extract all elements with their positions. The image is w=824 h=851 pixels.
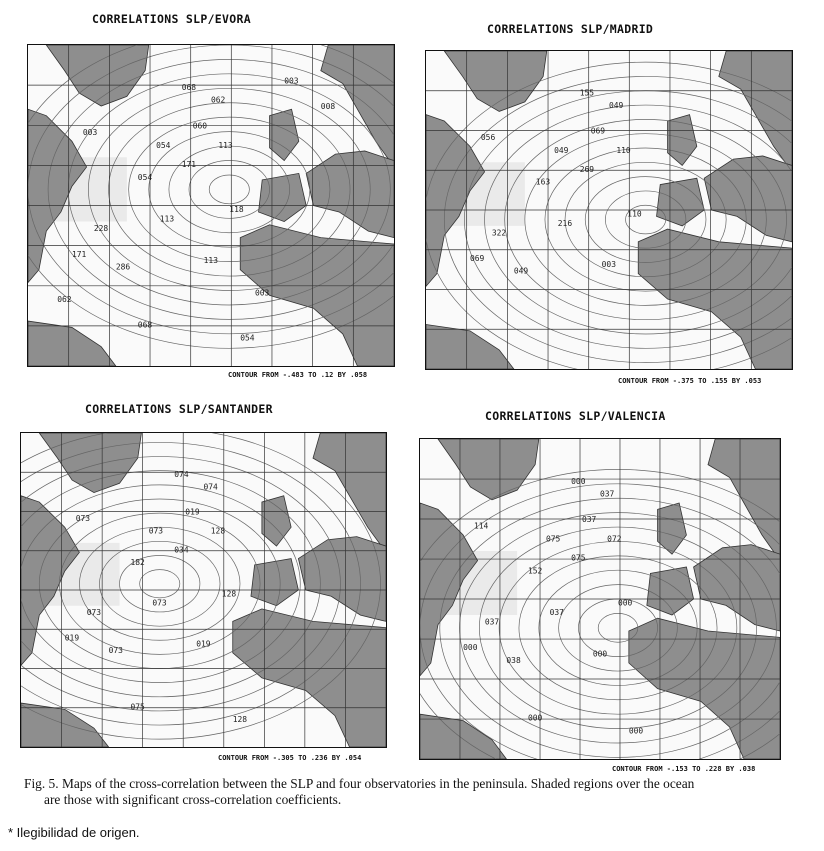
map-title-evora: CORRELATIONS SLP/EVORA bbox=[92, 12, 251, 26]
contour-value-label: 171 bbox=[71, 249, 87, 259]
contour-value-label: 113 bbox=[203, 256, 218, 266]
contour-value-label: 163 bbox=[535, 177, 551, 187]
contour-value-label: 000 bbox=[592, 649, 608, 659]
map-title-madrid: CORRELATIONS SLP/MADRID bbox=[487, 22, 654, 36]
contour-value-label: 068 bbox=[181, 82, 197, 92]
contour-value-label: 073 bbox=[152, 598, 167, 608]
contour-value-label: 110 bbox=[627, 209, 642, 219]
contour-value-label: 000 bbox=[628, 726, 644, 736]
contour-value-label: 049 bbox=[554, 145, 569, 155]
contour-value-label: 075 bbox=[546, 534, 561, 544]
scandinavia-land bbox=[708, 439, 780, 561]
caption-line-1: Fig. 5. Maps of the cross-correlation between the SLP and four observatories in the peninsula. Shaded regions over the ocean bbox=[24, 776, 695, 791]
contour-value-label: 113 bbox=[159, 214, 175, 224]
contour-value-label: 019 bbox=[64, 633, 80, 643]
contour-value-label: 008 bbox=[320, 102, 336, 112]
contour-value-label: 034 bbox=[174, 545, 189, 555]
contour-value-label: 113 bbox=[218, 140, 233, 150]
contour-value-label: 118 bbox=[229, 204, 244, 214]
contour-value-label: 056 bbox=[480, 133, 496, 143]
map-title-santander: CORRELATIONS SLP/SANTANDER bbox=[85, 402, 273, 416]
contour-note-evora: CONTOUR FROM -.483 TO .12 BY .058 bbox=[228, 371, 368, 379]
map-santander-graphic bbox=[21, 433, 386, 747]
contour-value-label: 019 bbox=[196, 639, 211, 649]
british-isles-land bbox=[262, 496, 291, 546]
contour-value-label: 128 bbox=[232, 714, 248, 724]
british-isles-land bbox=[270, 109, 299, 160]
contour-value-label: 037 bbox=[484, 617, 500, 627]
contour-value-label: 037 bbox=[549, 608, 564, 617]
scandinavia-land bbox=[313, 433, 386, 552]
contour-value-label: 049 bbox=[609, 101, 624, 111]
contour-value-label: 000 bbox=[571, 476, 586, 486]
contour-value-label: 073 bbox=[86, 608, 102, 618]
contour-value-label: 060 bbox=[192, 121, 208, 131]
contour-line bbox=[140, 570, 180, 598]
contour-value-label: 171 bbox=[181, 159, 197, 169]
contour-value-label: 049 bbox=[513, 266, 529, 276]
contour-value-label: 228 bbox=[93, 224, 109, 234]
scandinavia-land bbox=[719, 51, 792, 172]
iberia-land bbox=[647, 567, 694, 615]
british-isles-land bbox=[658, 503, 687, 554]
south-america-land bbox=[21, 703, 109, 747]
contour-value-label: 000 bbox=[463, 643, 478, 653]
contour-value-label: 069 bbox=[469, 253, 485, 263]
europe-land bbox=[704, 156, 792, 242]
contour-value-label: 003 bbox=[82, 127, 98, 137]
contour-value-label: 075 bbox=[571, 553, 586, 563]
contour-value-label: 054 bbox=[240, 333, 255, 343]
contour-value-label: 286 bbox=[115, 262, 131, 272]
contour-value-label: 038 bbox=[506, 656, 521, 665]
contour-value-label: 128 bbox=[210, 526, 226, 536]
contour-value-label: 269 bbox=[579, 164, 595, 174]
contour-value-label: 110 bbox=[616, 145, 631, 155]
contour-value-label: 216 bbox=[557, 218, 573, 228]
contour-value-label: 054 bbox=[137, 172, 153, 182]
south-america-land bbox=[28, 321, 116, 366]
contour-value-label: 003 bbox=[254, 288, 270, 298]
contour-value-label: 003 bbox=[601, 260, 616, 270]
contour-value-label: 037 bbox=[582, 515, 597, 525]
greenland-land bbox=[444, 51, 546, 111]
map-valencia bbox=[419, 438, 781, 760]
south-america-land bbox=[426, 324, 514, 369]
contour-value-label: 069 bbox=[590, 126, 606, 136]
map-evora-graphic bbox=[28, 45, 394, 366]
contour-value-label: 072 bbox=[607, 534, 622, 544]
contour-value-label: 037 bbox=[600, 489, 615, 499]
contour-value-label: 128 bbox=[221, 589, 237, 599]
map-madrid bbox=[425, 50, 793, 370]
contour-value-label: 073 bbox=[148, 526, 164, 536]
contour-value-label: 182 bbox=[130, 557, 145, 567]
map-valencia-graphic bbox=[420, 439, 780, 759]
contour-value-label: 000 bbox=[528, 713, 543, 723]
map-title-valencia: CORRELATIONS SLP/VALENCIA bbox=[485, 409, 666, 423]
contour-note-santander: CONTOUR FROM -.305 TO .236 BY .054 bbox=[218, 754, 362, 762]
contour-value-label: 155 bbox=[579, 88, 595, 98]
map-madrid-graphic bbox=[426, 51, 792, 369]
europe-land bbox=[694, 545, 780, 631]
greenland-land bbox=[39, 433, 141, 493]
contour-line bbox=[598, 613, 638, 642]
contour-value-label: 003 bbox=[284, 76, 299, 86]
contour-value-label: 000 bbox=[618, 598, 633, 608]
contour-value-label: 068 bbox=[137, 320, 153, 330]
map-santander bbox=[20, 432, 387, 748]
contour-line bbox=[209, 175, 249, 204]
iberia-land bbox=[657, 178, 705, 226]
greenland-land bbox=[438, 439, 539, 500]
figure-caption bbox=[24, 776, 804, 808]
contour-value-label: 075 bbox=[130, 702, 145, 712]
contour-note-valencia: CONTOUR FROM -.153 TO .228 BY .038 bbox=[612, 765, 756, 773]
footnote: * Ilegibilidad de origen. bbox=[8, 825, 140, 840]
contour-value-label: 062 bbox=[211, 95, 226, 105]
contour-value-label: 074 bbox=[174, 469, 189, 479]
caption-line-2: are those with significant cross-correlation coefficients. bbox=[44, 792, 342, 807]
contour-value-label: 073 bbox=[108, 645, 123, 655]
contour-value-label: 322 bbox=[491, 228, 507, 238]
iberia-land bbox=[259, 173, 307, 221]
map-evora bbox=[27, 44, 395, 367]
contour-value-label: 054 bbox=[156, 140, 171, 150]
europe-land bbox=[298, 537, 386, 622]
contour-value-label: 114 bbox=[474, 521, 489, 531]
contour-value-label: 062 bbox=[57, 294, 72, 304]
contour-note-madrid: CONTOUR FROM -.375 TO .155 BY .053 bbox=[618, 377, 762, 385]
contour-value-label: 073 bbox=[75, 513, 91, 523]
contour-value-label: 074 bbox=[203, 482, 218, 492]
contour-value-label: 019 bbox=[185, 507, 200, 517]
contour-value-label: 152 bbox=[528, 566, 543, 576]
